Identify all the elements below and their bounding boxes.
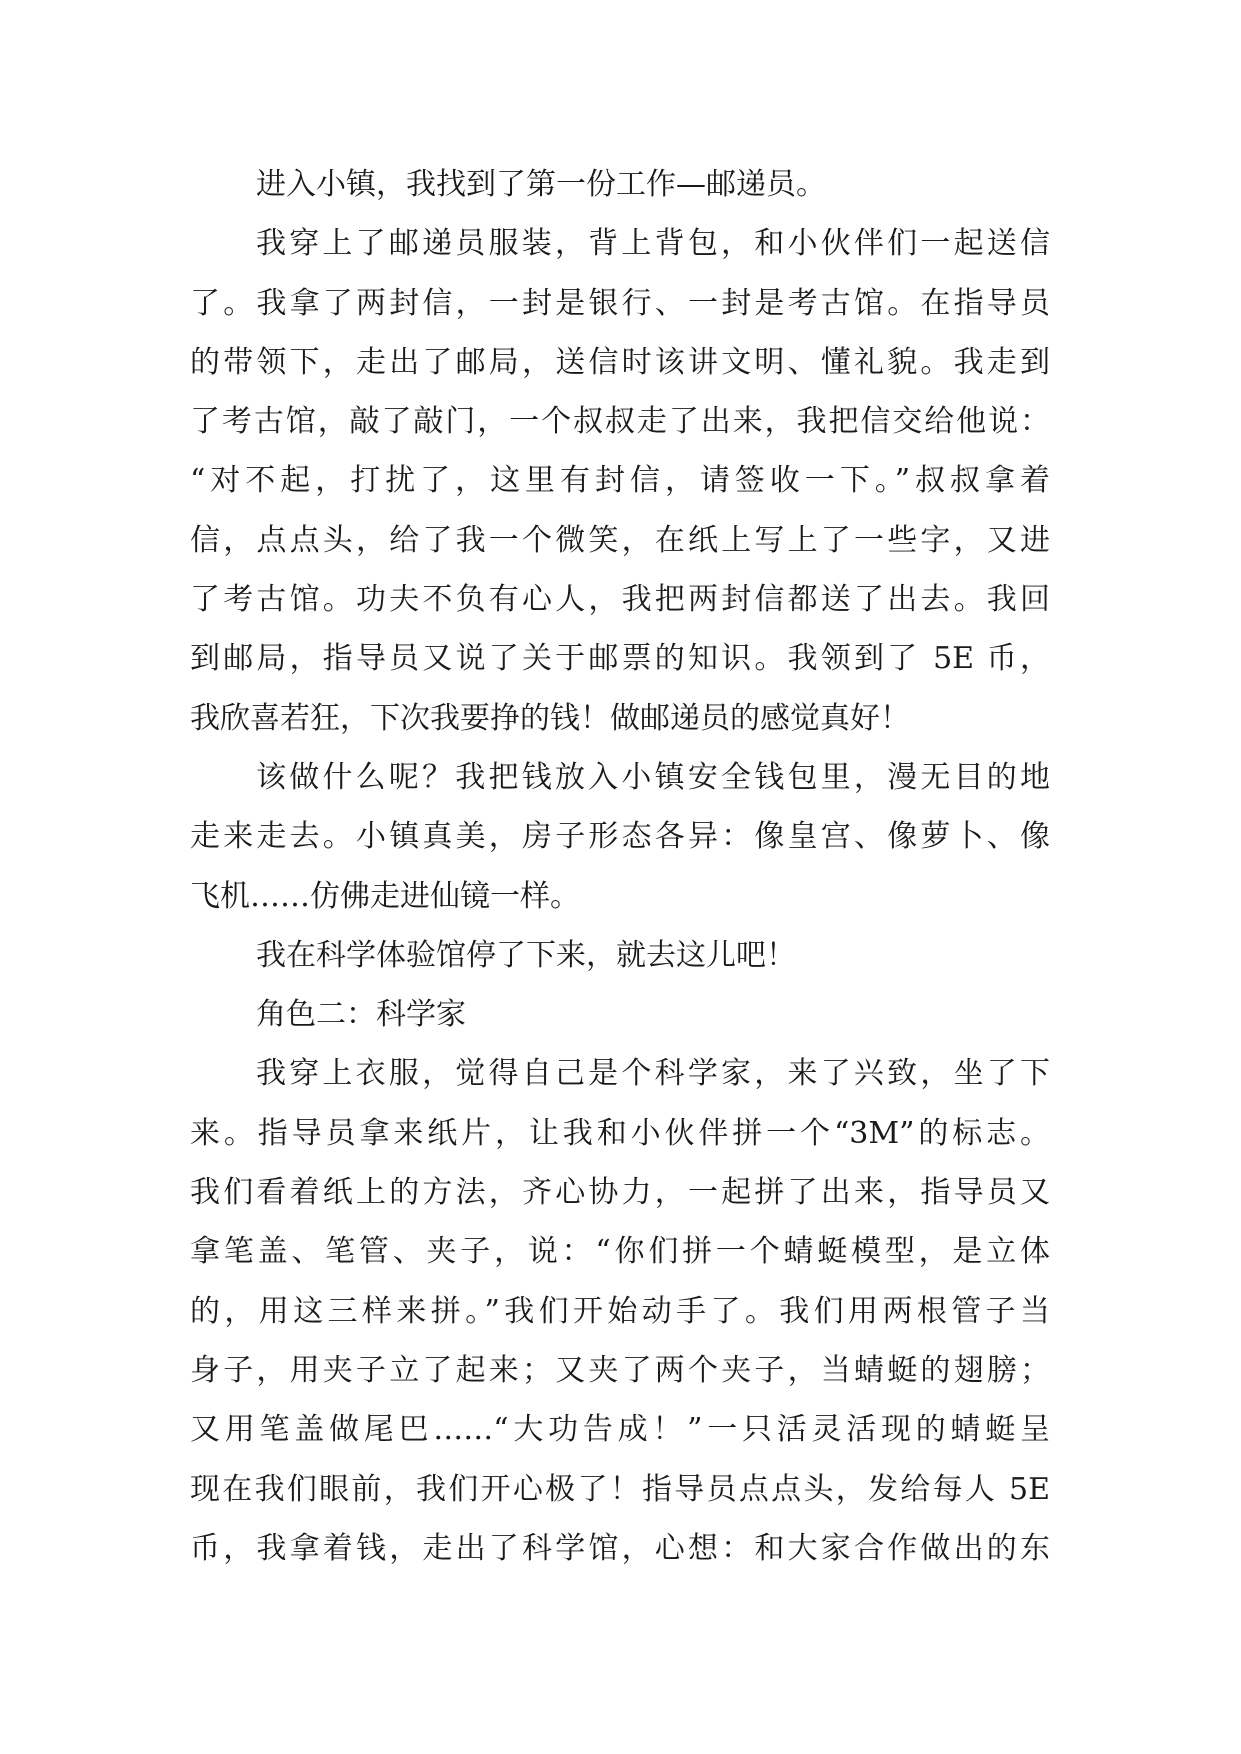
text-line: 我穿上了邮递员服装，背上背包，和小伙伴们一起送信 [256,226,1050,262]
text-line: 飞机……仿佛走进仙镜一样。 [190,878,580,914]
body-text [190,155,1050,1578]
text-line: 拿笔盖、笔管、夹子，说：“你们拼一个蜻蜓模型，是立体 [190,1234,1050,1270]
text-line: “对不起，打扰了，这里有封信，请签收一下。”叔叔拿着 [190,463,1050,499]
text-line: 现在我们眼前，我们开心极了！指导员点点头，发给每人 5E [190,1471,1050,1507]
text-line: 走来走去。小镇真美，房子形态各异：像皇宫、像萝卜、像 [190,819,1050,855]
text-line: 我们看着纸上的方法，齐心协力，一起拼了出来，指导员又 [190,1175,1050,1211]
text-line: 来。指导员拿来纸片，让我和小伙伴拼一个“3M”的标志。 [190,1115,1050,1151]
text-line: 身子，用夹子立了起来；又夹了两个夹子，当蜻蜓的翅膀； [190,1352,1050,1388]
section-heading: 角色二：科学家 [256,997,466,1033]
text-line: 了。我拿了两封信，一封是银行、一封是考古馆。在指导员 [190,285,1050,321]
text-line: 我在科学体验馆停了下来，就去这儿吧！ [256,937,796,973]
text-line: 进入小镇，我找到了第一份工作—邮递员。 [256,167,826,202]
text-line: 该做什么呢？我把钱放入小镇安全钱包里，漫无目的地 [256,759,1050,795]
text-line: 的带领下，走出了邮局，送信时该讲文明、懂礼貌。我走到 [190,344,1050,380]
text-line: 的，用这三样来拼。”我们开始动手了。我们用两根管子当 [190,1293,1050,1329]
text-line: 了考古馆。功夫不负有心人，我把两封信都送了出去。我回 [190,582,1050,618]
text-line: 我穿上衣服，觉得自己是个科学家，来了兴致，坐了下 [256,1056,1050,1092]
text-line: 信，点点头，给了我一个微笑，在纸上写上了一些字，又进 [190,522,1050,558]
text-line: 又用笔盖做尾巴……“大功告成！”一只活灵活现的蜻蜓呈 [190,1412,1050,1448]
text-line: 到邮局，指导员又说了关于邮票的知识。我领到了 5E 币， [190,641,1050,677]
text-line: 币，我拿着钱，走出了科学馆，心想：和大家合作做出的东 [190,1530,1050,1566]
text-line: 了考古馆，敲了敲门，一个叔叔走了出来，我把信交给他说： [190,404,1050,440]
text-line: 我欣喜若狂，下次我要挣的钱！做邮递员的感觉真好！ [190,700,910,736]
